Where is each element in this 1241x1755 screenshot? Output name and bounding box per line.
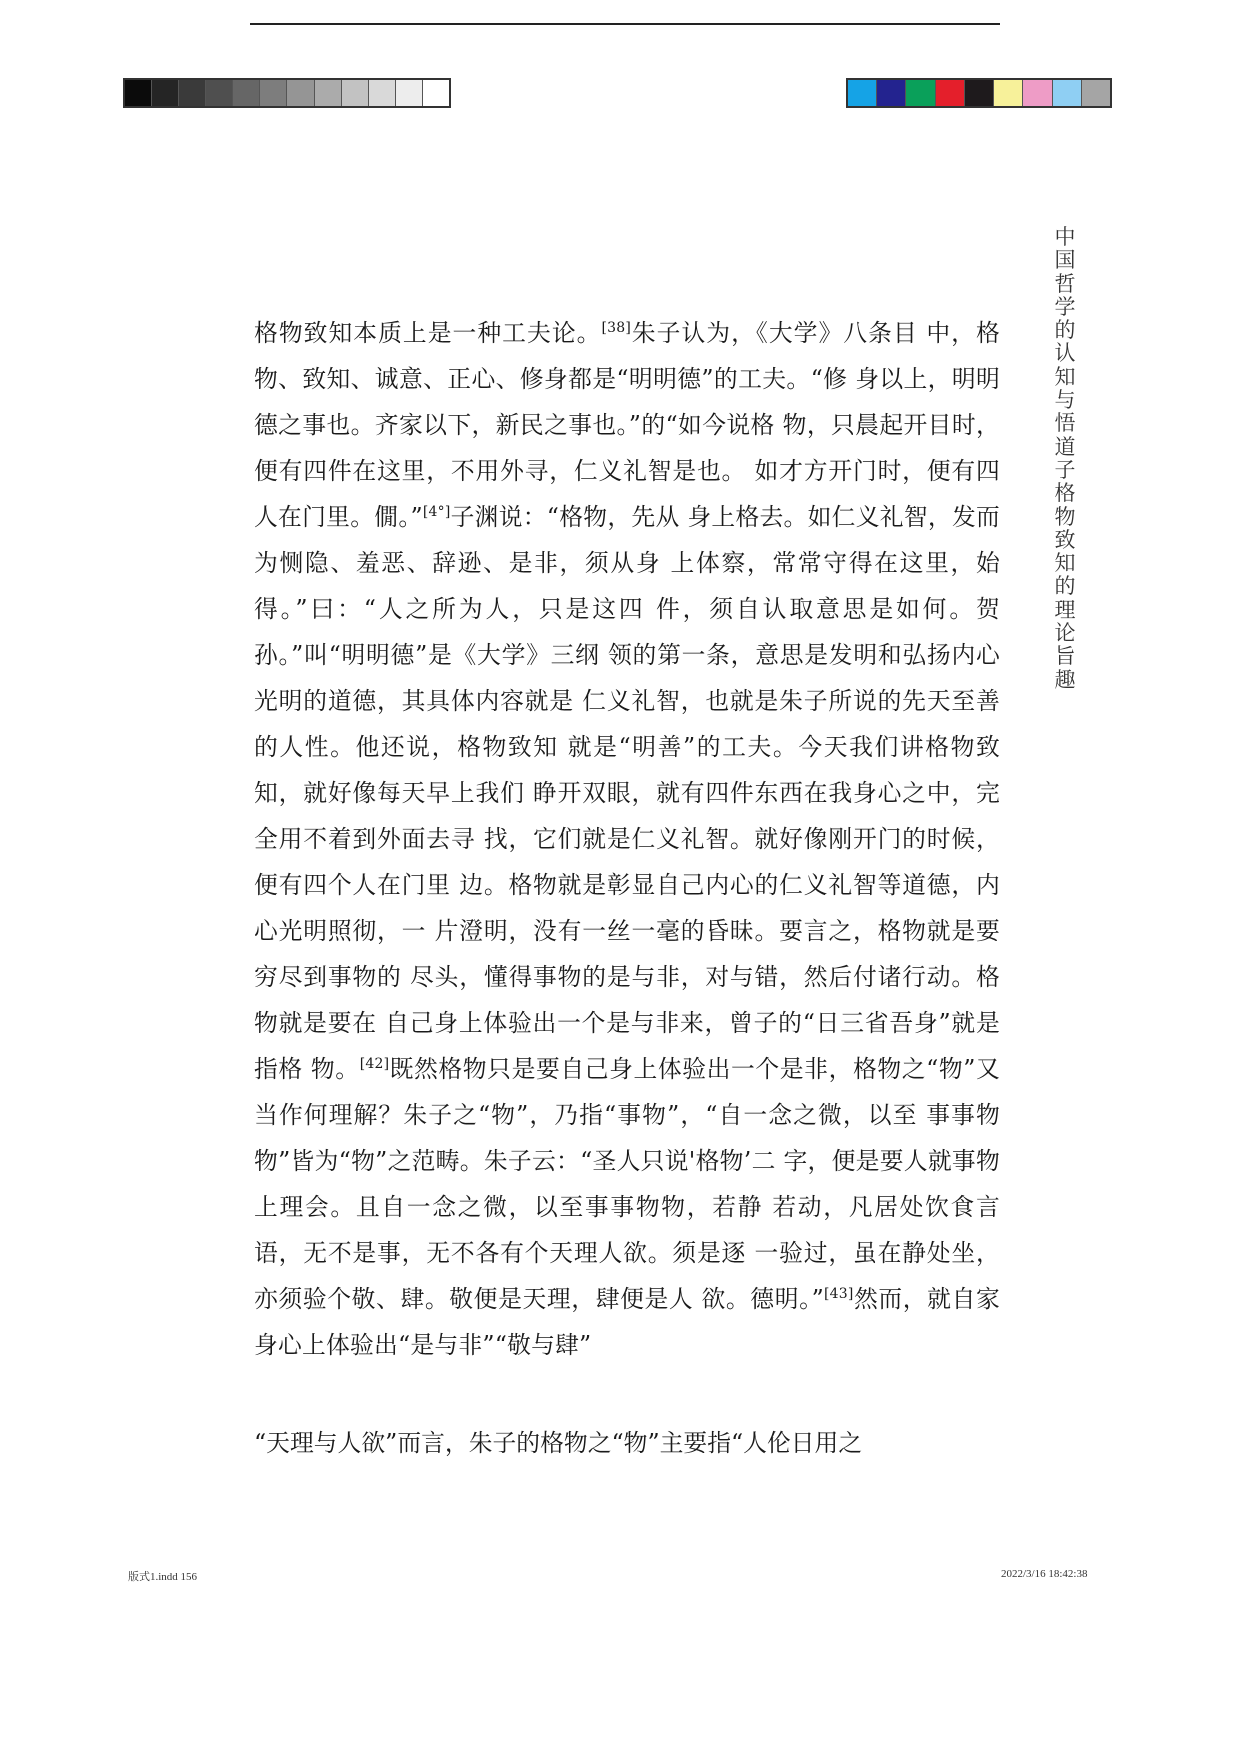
footer-file-info: 版式1.indd 156 <box>128 1571 198 1583</box>
color-swatch-4 <box>936 80 965 106</box>
color-registration-bar <box>846 78 1112 108</box>
gray-swatch-1 <box>125 80 152 106</box>
color-swatch-8 <box>1053 80 1082 106</box>
text-segment: 格物致知本质上是一种工夫论。 <box>254 319 602 347</box>
color-swatch-7 <box>1023 80 1052 106</box>
gray-swatch-7 <box>287 80 314 106</box>
body-paragraph <box>254 310 1000 1368</box>
text-segment: 既然格物只是要自己身上体验出一个是非，格物之“物”又 当作何理解？朱子之“物”，乃指“事物”，“自一念之微，以至 事事物物”皆为“物”之范畴。朱子云：“圣人只说'格物’二 字，便是要人就事物上理会。且自一念之微，以至事事物物，若静 若动，凡居处饮食言语，无不是事，无不各有个天理人欲。须是逐 一验过，虽在静处坐，亦须验个敬、肆。敬便是天理，肆便是人 欲。德明。” <box>254 1055 1000 1313</box>
gray-swatch-10 <box>369 80 396 106</box>
gray-swatch-6 <box>260 80 287 106</box>
footer-timestamp: 2022/3/16 18:42:38 <box>1001 1568 1088 1580</box>
gray-swatch-5 <box>233 80 260 106</box>
gray-swatch-12 <box>423 80 449 106</box>
gray-swatch-4 <box>206 80 233 106</box>
color-swatch-5 <box>965 80 994 106</box>
running-head: 中国哲学的认知与悟道子格物致知的理论旨趣 <box>1054 225 1076 692</box>
color-swatch-2 <box>877 80 906 106</box>
grayscale-registration-bar <box>123 78 451 108</box>
gray-swatch-9 <box>342 80 369 106</box>
gray-swatch-3 <box>179 80 206 106</box>
text-segment: 子渊说：“格物，先从 身上格去。如仁义礼智，发而为恻隐、羞恶、辞逊、是非，须从身 上体察，常常守得在这里，始得。”曰：“人之所为人，只是这四 件，须自认取意思是如何。贺孙。”叫“明明德”是《大学》三纲 领的第一条，意思是发明和弘扬内心光明的道德，其具体内容就是 仁义礼智，也就是朱子所说的先天至善的人性。他还说，格物致知 就是“明善”的工夫。今天我们讲格物致知，就好像每天早上我们 睁开双眼，就有四件东西在我身心之中，完全用不着到外面去寻 找，它们就是仁义礼智。就好像刚开门的时候，便有四个人在门里 边。格物就是彰显自己内心的仁义礼智等道德，内心光明照彻，一 片澄明，没有一丝一毫的昏昧。要言之，格物就是要穷尽到事物的 尽头，懂得事物的是与非，对与错，然后付诸行动。格物就是要在 自己身上体验出一个是与非来，曾子的“日三省吾身”就是指格 物。 <box>254 503 1001 1083</box>
color-swatch-3 <box>906 80 935 106</box>
color-swatch-1 <box>848 80 877 106</box>
text-segment: 然而，就自家身心上体验出“是与非”“敬与肆” <box>254 1285 1000 1359</box>
footnote-ref-43: [43] <box>824 1286 854 1302</box>
gray-swatch-8 <box>315 80 342 106</box>
gray-swatch-2 <box>152 80 179 106</box>
footnote-ref-38: [38] <box>601 320 632 336</box>
text-segment: 朱子认为，《大学》八条目 中，格物、致知、诚意、正心、修身都是“明明德”的工夫。“修 身以上，明明德之事也。齐家以下，新民之事也。”的“如今说格 物，只晨起开目时，便有四件在这里，不用外寻，仁义礼智是也。 如才方开门时，便有四人在门里。僩。” <box>254 319 1000 531</box>
color-swatch-6 <box>994 80 1023 106</box>
footnote-ref-42: [42] <box>359 1056 390 1072</box>
continuation-line: “天理与人欲”而言，朱子的格物之“物”主要指“人伦日用之 <box>254 1429 863 1457</box>
footnote-ref-40: [4°] <box>422 504 451 520</box>
color-swatch-9 <box>1082 80 1110 106</box>
top-rule <box>250 23 1000 25</box>
gray-swatch-11 <box>396 80 423 106</box>
